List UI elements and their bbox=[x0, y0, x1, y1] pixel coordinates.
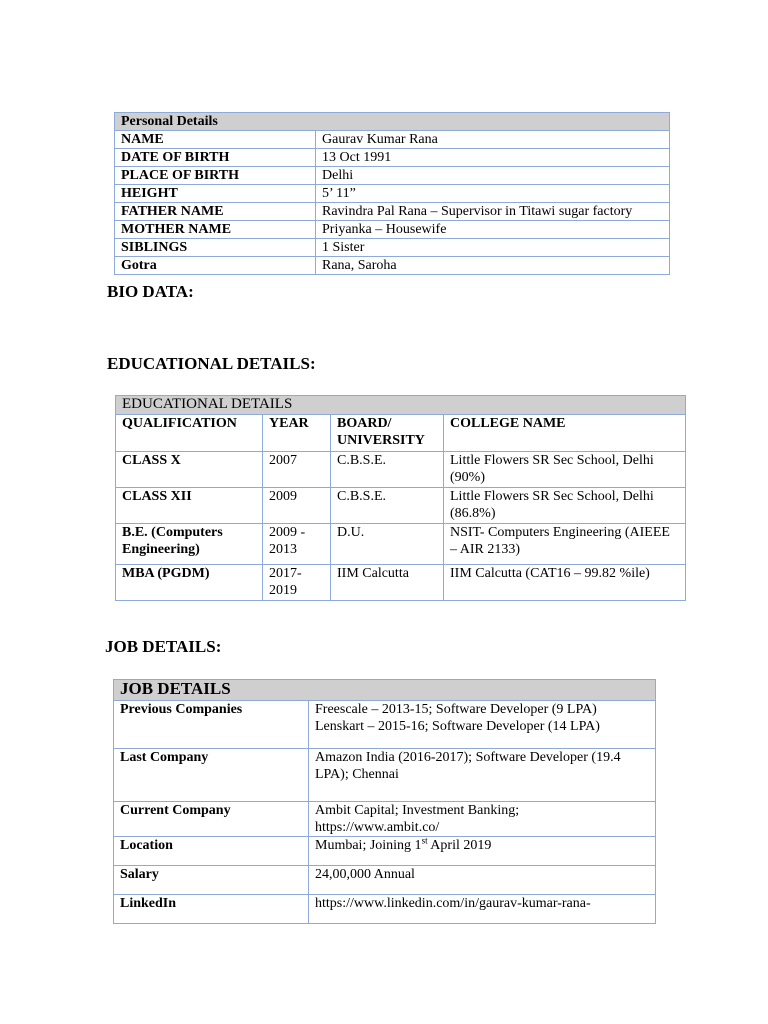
table-row bbox=[115, 185, 670, 203]
previous-company-line: Lenskart – 2015-16; Software Developer (14 LPA) bbox=[315, 719, 600, 734]
table-header-row bbox=[116, 396, 686, 415]
table-row bbox=[115, 239, 670, 257]
personal-details-title: Personal Details bbox=[115, 113, 670, 131]
column-header-row bbox=[116, 415, 686, 452]
college-cell: Little Flowers SR Sec School, Delhi (90%) bbox=[444, 452, 686, 488]
field-label: LinkedIn bbox=[114, 895, 309, 924]
educational-details-heading: EDUCATIONAL DETAILS: bbox=[107, 354, 316, 373]
field-label: Location bbox=[114, 837, 309, 866]
table-row bbox=[116, 452, 686, 488]
qualification-cell: MBA (PGDM) bbox=[116, 565, 263, 601]
field-value: 24,00,000 Annual bbox=[309, 866, 656, 895]
table-row bbox=[115, 167, 670, 185]
field-label: SIBLINGS bbox=[115, 239, 316, 257]
table-header-row bbox=[115, 113, 670, 131]
bio-data-heading: BIO DATA: bbox=[107, 282, 194, 301]
column-header: COLLEGE NAME bbox=[444, 415, 686, 452]
field-label: Last Company bbox=[114, 749, 309, 802]
field-value: Gaurav Kumar Rana bbox=[316, 131, 670, 149]
table-row bbox=[116, 488, 686, 524]
field-value: Ravindra Pal Rana – Supervisor in Titawi sugar factory bbox=[316, 203, 670, 221]
field-label: MOTHER NAME bbox=[115, 221, 316, 239]
year-cell: 2017- 2019 bbox=[263, 565, 331, 601]
field-label: FATHER NAME bbox=[115, 203, 316, 221]
field-label: HEIGHT bbox=[115, 185, 316, 203]
qualification-cell: CLASS XII bbox=[116, 488, 263, 524]
table-row bbox=[115, 221, 670, 239]
current-company-line: Ambit Capital; Investment Banking; bbox=[315, 803, 520, 818]
year-cell: 2009 - 2013 bbox=[263, 524, 331, 565]
personal-details-table bbox=[114, 112, 670, 275]
college-cell: NSIT- Computers Engineering (AIEEE – AIR 2133) bbox=[444, 524, 686, 565]
field-value: Amazon India (2016-2017); Software Developer (19.4 LPA); Chennai bbox=[309, 749, 656, 802]
field-value: Rana, Saroha bbox=[316, 257, 670, 275]
linkedin-link[interactable]: https://www.linkedin.com/in/gaurav-kumar-rana- bbox=[309, 895, 656, 924]
field-label: Previous Companies bbox=[114, 701, 309, 749]
field-label: Salary bbox=[114, 866, 309, 895]
educational-details-table bbox=[115, 395, 686, 601]
field-label: DATE OF BIRTH bbox=[115, 149, 316, 167]
previous-company-line: Freescale – 2013-15; Software Developer (9 LPA) bbox=[315, 702, 597, 717]
ordinal-suffix: st bbox=[421, 835, 428, 846]
field-value: 5’ 11” bbox=[316, 185, 670, 203]
job-details-title: JOB DETAILS bbox=[114, 680, 656, 701]
field-label: PLACE OF BIRTH bbox=[115, 167, 316, 185]
field-label: Gotra bbox=[115, 257, 316, 275]
location-date: April 2019 bbox=[427, 838, 492, 853]
board-cell: C.B.S.E. bbox=[331, 452, 444, 488]
table-row bbox=[114, 749, 656, 802]
board-cell: C.B.S.E. bbox=[331, 488, 444, 524]
table-row bbox=[114, 895, 656, 924]
field-value: 13 Oct 1991 bbox=[316, 149, 670, 167]
table-row bbox=[116, 524, 686, 565]
field-value bbox=[309, 701, 656, 749]
field-value: Priyanka – Housewife bbox=[316, 221, 670, 239]
table-header-row bbox=[114, 680, 656, 701]
field-value: 1 Sister bbox=[316, 239, 670, 257]
college-cell: Little Flowers SR Sec School, Delhi (86.8%) bbox=[444, 488, 686, 524]
field-label: Current Company bbox=[114, 802, 309, 837]
board-cell: D.U. bbox=[331, 524, 444, 565]
field-label: NAME bbox=[115, 131, 316, 149]
table-row bbox=[114, 837, 656, 866]
qualification-cell: CLASS X bbox=[116, 452, 263, 488]
college-cell: IIM Calcutta (CAT16 – 99.82 %ile) bbox=[444, 565, 686, 601]
qualification-cell: B.E. (Computers Engineering) bbox=[116, 524, 263, 565]
table-row bbox=[116, 565, 686, 601]
year-cell: 2007 bbox=[263, 452, 331, 488]
current-company-link[interactable]: https://www.ambit.co/ bbox=[315, 820, 440, 835]
job-details-heading: JOB DETAILS: bbox=[105, 637, 222, 656]
column-header: BOARD/ UNIVERSITY bbox=[331, 415, 444, 452]
table-row bbox=[115, 257, 670, 275]
educational-details-title: EDUCATIONAL DETAILS bbox=[116, 396, 686, 415]
field-value bbox=[309, 837, 656, 866]
location-text: Mumbai; Joining 1 bbox=[315, 838, 422, 853]
board-cell: IIM Calcutta bbox=[331, 565, 444, 601]
column-header: QUALIFICATION bbox=[116, 415, 263, 452]
table-row bbox=[115, 131, 670, 149]
table-row bbox=[115, 149, 670, 167]
field-value bbox=[309, 802, 656, 837]
year-cell: 2009 bbox=[263, 488, 331, 524]
table-row bbox=[114, 802, 656, 837]
table-row bbox=[114, 701, 656, 749]
job-details-table bbox=[113, 679, 656, 924]
table-row bbox=[114, 866, 656, 895]
field-value: Delhi bbox=[316, 167, 670, 185]
table-row bbox=[115, 203, 670, 221]
column-header: YEAR bbox=[263, 415, 331, 452]
